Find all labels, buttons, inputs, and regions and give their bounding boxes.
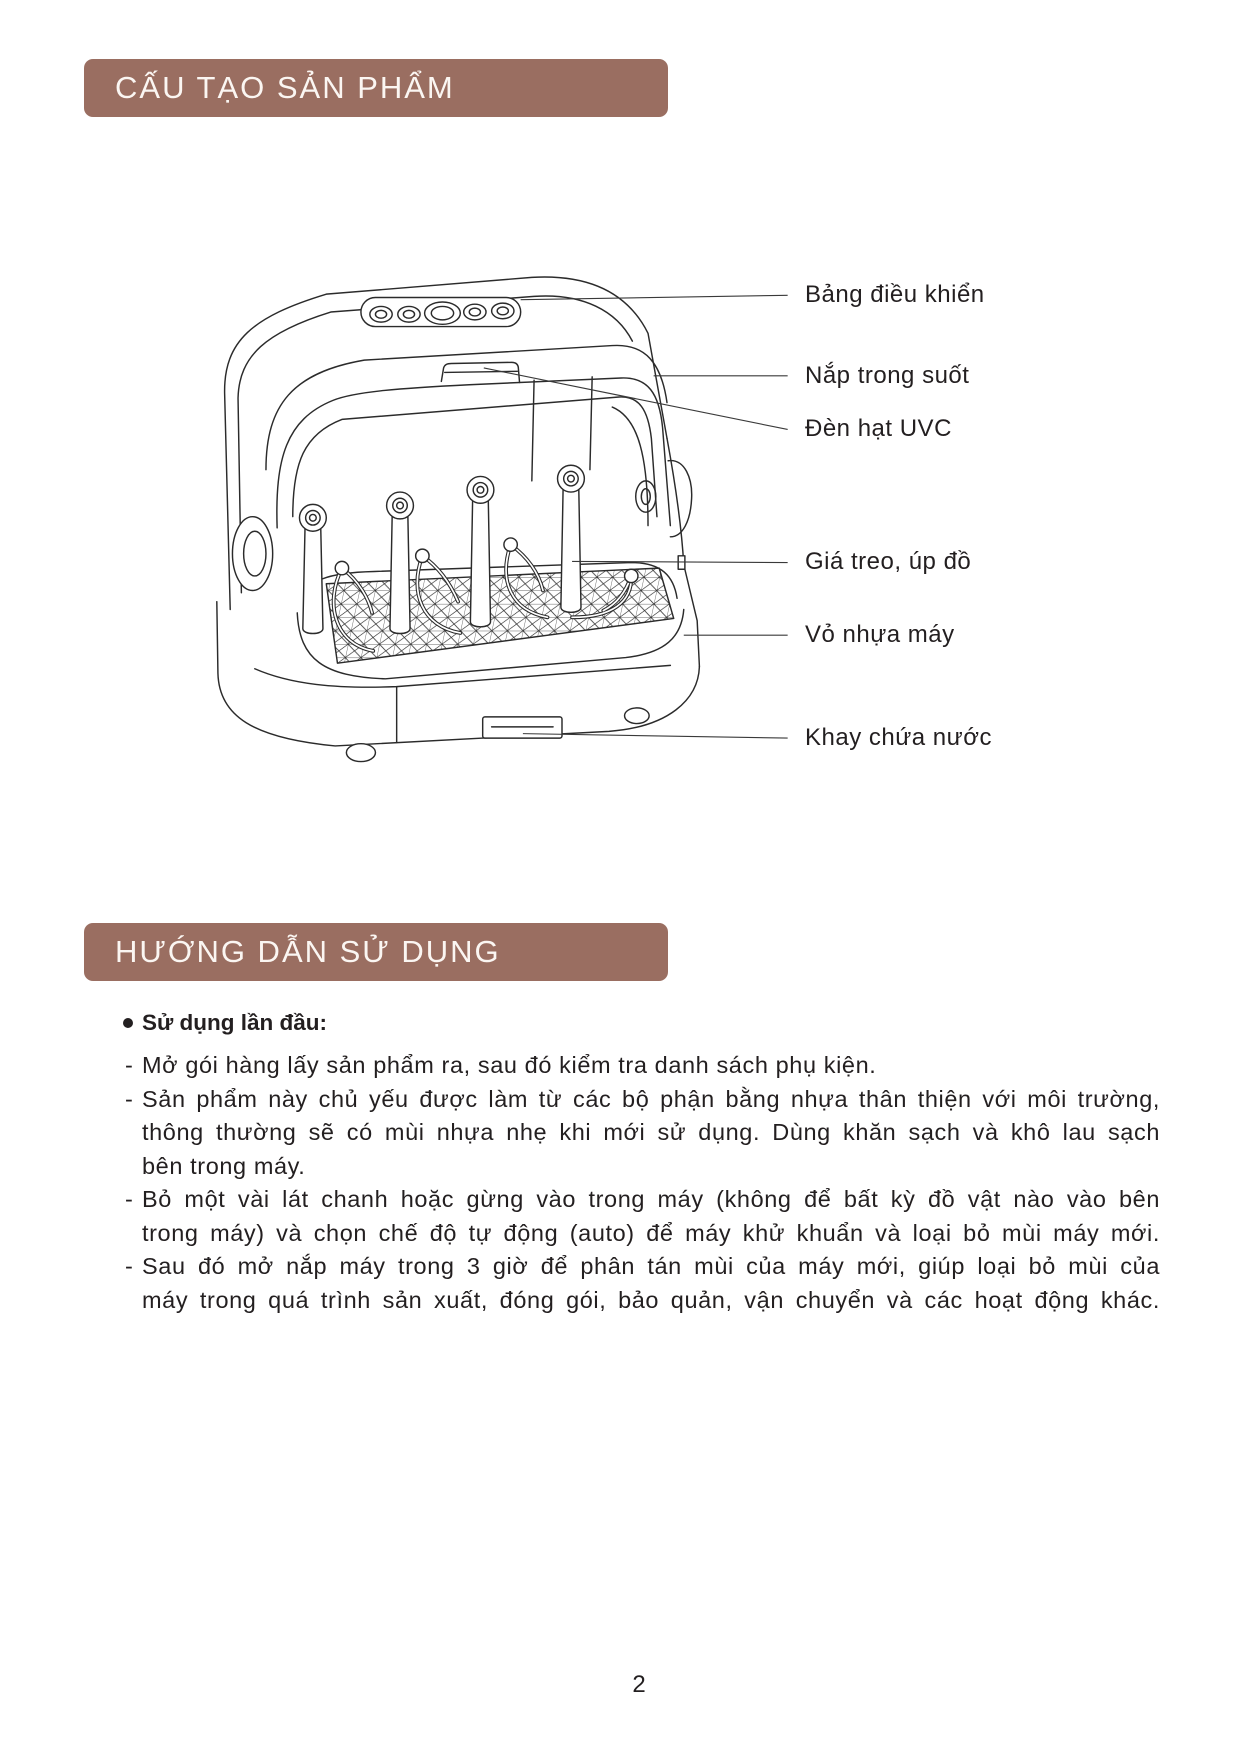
- rod-cap: [299, 504, 326, 531]
- hook-ring: [504, 538, 517, 551]
- rod: [390, 514, 410, 633]
- text-line: Mở gói hàng lấy sản phẩm ra, sau đó kiểm tra danh sách phụ kiện.: [142, 1052, 877, 1078]
- hook-ring: [416, 549, 429, 562]
- bullet-dot: [123, 1018, 133, 1028]
- uvc-lamp: [636, 481, 656, 512]
- product-diagram: [190, 255, 810, 775]
- usage-step: [125, 1049, 1160, 1083]
- control-panel: [361, 297, 521, 326]
- section-title: CẤU TẠO SẢN PHẨM: [115, 70, 455, 105]
- inner-back-wall-line: [532, 380, 534, 481]
- label-plastic-shell: Vỏ nhựa máy: [805, 621, 955, 648]
- section-header-usage: [84, 923, 668, 981]
- foot: [346, 744, 375, 762]
- step-text: [142, 1083, 1160, 1184]
- rod-cap: [467, 476, 494, 503]
- list-dash: -: [125, 1186, 133, 1212]
- rod: [303, 526, 323, 634]
- housing-right-side: [667, 438, 699, 666]
- text-line: Sau đó mở nắp máy trong 3 giờ để phân tán mùi của máy mới, giúp loại bỏ mùi của: [142, 1253, 1160, 1279]
- leader-rack: [572, 561, 788, 562]
- usage-step: [125, 1250, 1160, 1317]
- usage-step: [125, 1183, 1160, 1250]
- rod-cap: [387, 492, 414, 519]
- label-drying-rack: Giá treo, úp đồ: [805, 548, 972, 575]
- rod-cap: [558, 465, 585, 492]
- base-front-edge: [255, 665, 671, 687]
- label-control-panel: Bảng điều khiển: [805, 281, 985, 308]
- list-dash: -: [125, 1085, 133, 1112]
- text-line: Bỏ một vài lát chanh hoặc gừng vào trong máy (không để bất kỳ đồ vật nào vào bên: [142, 1186, 1160, 1212]
- hook-ring: [625, 569, 638, 582]
- section-title: HƯỚNG DẪN SỬ DỤNG: [115, 934, 501, 969]
- rod: [470, 499, 490, 627]
- rod: [561, 488, 581, 613]
- usage-step: [125, 1083, 1160, 1184]
- transparent-lid: [266, 345, 670, 527]
- text-line: Sản phẩm này chủ yếu được làm từ các bộ phận bằng nhựa thân thiện với môi trường,: [142, 1085, 1160, 1112]
- inner-back-wall-line: [590, 377, 592, 470]
- foot: [625, 708, 650, 724]
- label-transparent-lid: Nắp trong suốt: [805, 362, 970, 389]
- text-line: bên trong máy.: [142, 1152, 306, 1179]
- subheading-text: Sử dụng lần đầu:: [142, 1010, 328, 1035]
- leader-control-panel: [521, 295, 788, 299]
- inner-right-wall: [612, 407, 648, 526]
- list-dash: -: [125, 1253, 133, 1279]
- label-uvc-lamp: Đèn hạt UVC: [805, 415, 952, 442]
- section-header-structure: [84, 59, 668, 117]
- label-water-tray: Khay chứa nước: [805, 724, 992, 751]
- leader-lines: [484, 295, 788, 738]
- text-line: máy trong quá trình sản xuất, đóng gói, bảo quản, vận chuyển và các hoạt động khác.: [142, 1286, 1160, 1313]
- appliance-drawing: [217, 277, 700, 762]
- drying-rack-grid: [326, 568, 673, 663]
- step-text: [142, 1183, 1160, 1250]
- lid-top-arc: [266, 345, 667, 469]
- step-text: [142, 1250, 1160, 1317]
- leader-uvc: [484, 368, 788, 430]
- page-number: 2: [632, 1671, 646, 1698]
- text-line: thông thường sẽ có mùi nhựa nhẹ khi mới sử dụng. Dùng khăn sạch và khô lau sạch: [142, 1119, 1160, 1145]
- list-dash: -: [125, 1052, 133, 1078]
- usage-steps-list: [125, 1049, 1160, 1317]
- step-text: [142, 1049, 1160, 1083]
- uvc-lamp-core: [641, 489, 650, 505]
- text-line: trong máy) và chọn chế độ tự động (auto) để máy khử khuẩn và loại bỏ mùi máy mới.: [142, 1219, 1160, 1246]
- hook-ring: [335, 561, 348, 574]
